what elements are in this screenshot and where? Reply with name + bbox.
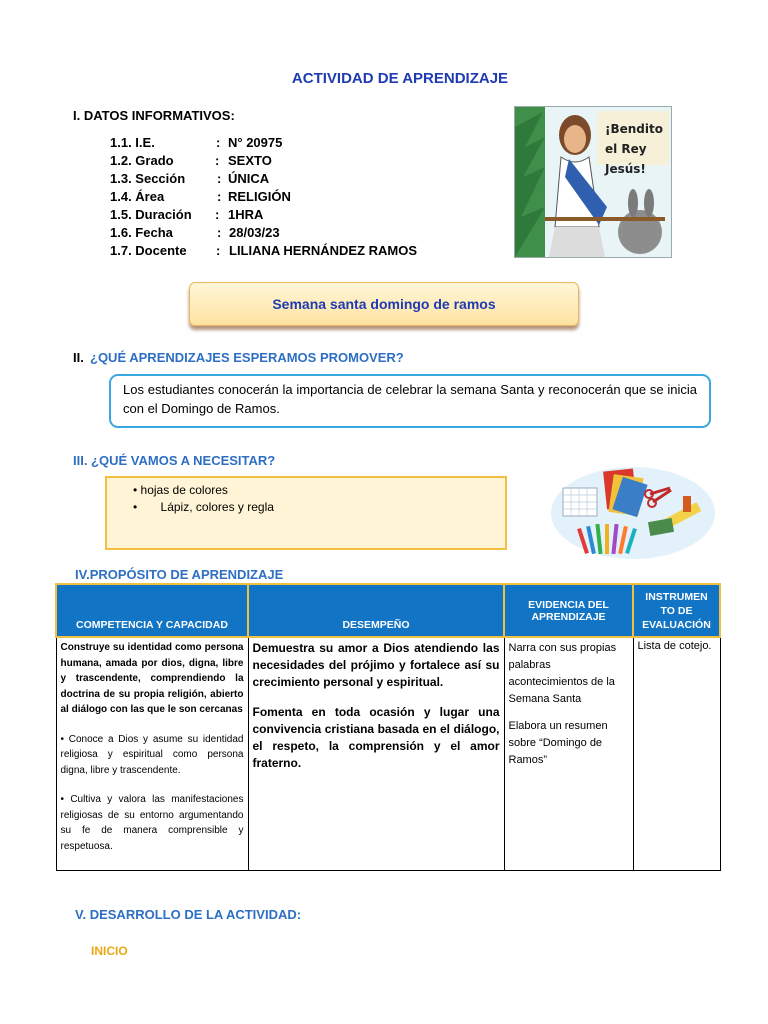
info-label: 1.4. Área (110, 189, 165, 204)
info-value: 28/03/23 (229, 225, 280, 240)
competencia-cell (56, 637, 248, 871)
section-5-heading: V. DESARROLLO DE LA ACTIVIDAD: (75, 907, 302, 922)
column-header: EVIDENCIA DEL APRENDIZAJE (504, 584, 633, 637)
page-title: ACTIVIDAD DE APRENDIZAJE (291, 70, 509, 87)
info-row-area (110, 189, 490, 207)
info-sep: : (217, 171, 222, 186)
purpose-table (55, 583, 721, 871)
info-row-duracion (110, 207, 490, 225)
school-supplies-illustration (545, 458, 715, 563)
column-header: INSTRUMEN TO DE EVALUACIÓN (633, 584, 720, 637)
info-value: LILIANA HERNÁNDEZ RAMOS (229, 243, 418, 258)
info-sep: : (216, 135, 221, 150)
theme-banner (189, 282, 579, 326)
theme-text: Semana santa domingo de ramos (272, 296, 496, 312)
info-sep: : (217, 189, 222, 204)
expectations-text: Los estudiantes conocerán la importancia de celebrar la semana Santa y reconocerán que se inicia con el Domingo de Ramos. (123, 382, 697, 416)
desempeno-item: Fomenta en toda ocasión y lugar una convivencia cristiana basada en el diálogo, el respeto, la comprensión y el amor fraterno. (252, 705, 500, 770)
inicio-label: INICIO (91, 944, 128, 958)
info-label: 1.1. I.E. (110, 135, 155, 150)
info-row-fecha (110, 225, 490, 243)
section-4-heading: IV.PROPÓSITO DE APRENDIZAJE (75, 567, 284, 582)
info-row-seccion (110, 171, 490, 189)
jesus-illustration (514, 106, 672, 258)
materials-box (105, 476, 507, 550)
capacidad-item: • Conoce a Dios y asume su identidad religiosa y espiritual como persona digna, libre y trascendente. (60, 733, 244, 776)
evidencia-item: Elabora un resumen sobre “Domingo de Ramos” (508, 720, 608, 766)
school-supplies-icon (545, 458, 715, 563)
info-label: 1.5. Duración (110, 207, 192, 222)
section-3-heading: III. ¿QUÉ VAMOS A NECESITAR? (73, 453, 276, 468)
info-label: 1.6. Fecha (110, 225, 173, 240)
competencia-text: Construye su identidad como persona humana, amada por dios, digna, libre y trascendente, comprendiendo la doctrina de su propia religión, abierto al diálogo con las que le son cercanas (60, 642, 244, 715)
instrumento-text: Lista de cotejo. (637, 640, 712, 652)
info-sep: : (216, 243, 221, 258)
instrumento-cell (633, 637, 720, 871)
image-caption: ¡Bendito el Rey Jesús! (605, 122, 663, 176)
info-row-ie (110, 135, 490, 153)
evidencia-item: Narra con sus propias palabras acontecimientos de la Semana Santa (508, 642, 617, 705)
column-header: DESEMPEÑO (248, 584, 504, 637)
info-value: SEXTO (228, 153, 272, 168)
info-row-docente (110, 243, 490, 261)
section-2-number: II. (73, 350, 84, 365)
info-label: 1.3. Sección (110, 171, 186, 186)
info-value: RELIGIÓN (228, 189, 291, 204)
table-row (56, 637, 720, 871)
section-2-heading: ¿QUÉ APRENDIZAJES ESPERAMOS PROMOVER? (90, 350, 404, 365)
table-header-row (56, 584, 720, 637)
info-value: N° 20975 (228, 135, 283, 150)
material-item: • Lápiz, colores y regla (133, 500, 274, 514)
evidencia-cell (504, 637, 633, 871)
material-item: • hojas de colores (133, 483, 228, 497)
info-sep: : (217, 225, 222, 240)
info-row-grado (110, 153, 490, 171)
section-1-heading: I. DATOS INFORMATIVOS: (73, 108, 235, 123)
desempeno-item: Demuestra su amor a Dios atendiendo las necesidades del prójimo y fortalece así su crecimiento personal y espiritual. (252, 641, 500, 689)
info-list (110, 135, 490, 261)
info-value: 1HRA (228, 207, 264, 222)
capacidad-item: • Cultiva y valora las manifestaciones religiosas de su entorno argumentando su fe de manera comprensible y respetuosa. (60, 794, 244, 852)
info-label: 1.7. Docente (110, 243, 187, 258)
column-header: COMPETENCIA Y CAPACIDAD (56, 584, 248, 637)
desempeno-cell (248, 637, 504, 871)
info-sep: : (215, 207, 220, 222)
info-sep: : (215, 153, 220, 168)
info-value: ÚNICA (228, 171, 270, 186)
expectations-box (109, 374, 711, 428)
info-label: 1.2. Grado (110, 153, 174, 168)
